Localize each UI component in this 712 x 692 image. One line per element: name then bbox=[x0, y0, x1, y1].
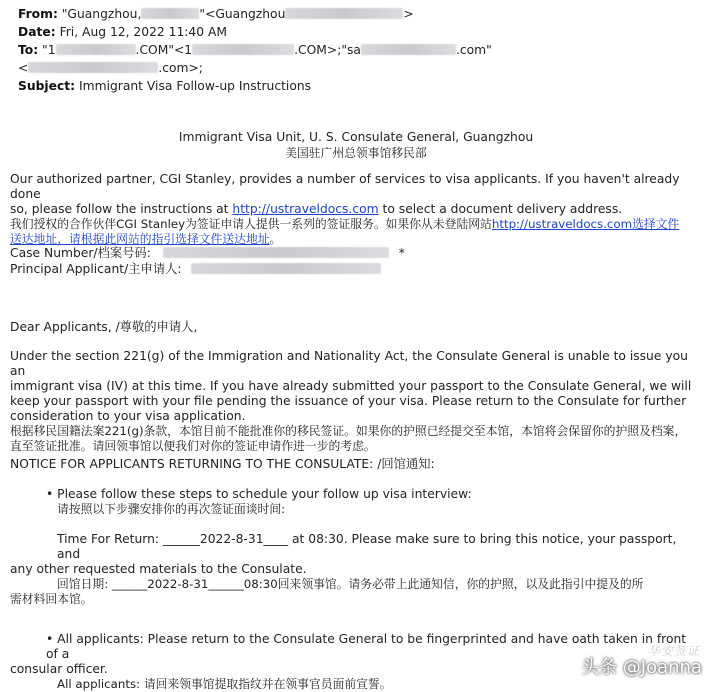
from-row bbox=[18, 6, 414, 22]
date-row bbox=[18, 24, 227, 40]
partner-cn-end: 。 bbox=[269, 232, 282, 246]
section-line-4: consideration to your visa application. bbox=[10, 409, 246, 423]
greeting: Dear Applicants, /尊敬的申请人, bbox=[10, 320, 198, 334]
return-time-en-2: any other requested materials to the Consulate. bbox=[10, 562, 307, 576]
to-value-3: .COM>;"sa bbox=[294, 43, 361, 57]
office-title-en: Immigrant Visa Unit, U. S. Consulate General, Guangzhou bbox=[178, 130, 534, 144]
ustraveldocs-cn-link-continued[interactable]: 送达地址，请根据此网站的指引选择文件送达地址 bbox=[10, 232, 270, 246]
return-time-cn-2: 需材料回本馆。 bbox=[10, 592, 93, 606]
bullet-fingerprint-en-2: consular officer. bbox=[10, 662, 108, 676]
partner-cn-line-2 bbox=[10, 232, 700, 247]
bullet-schedule-interview: • Please follow these steps to schedule your follow up visa interview: bbox=[46, 487, 472, 501]
to-value-1: "1 bbox=[42, 43, 56, 57]
redacted-block bbox=[192, 44, 294, 55]
from-value-end: > bbox=[403, 7, 414, 21]
section-cn-line-2: 直至签证批准。请回领事馆以便我们对你的签证申请作进一步的考虑。 bbox=[10, 439, 376, 453]
bullet-fingerprint-cn: All applicants: 请回来领事馆提取指纹并在领事官员面前宣誓。 bbox=[57, 677, 392, 691]
redacted-block bbox=[56, 44, 136, 55]
date-label: Date: bbox=[18, 25, 56, 39]
partner-cn-line-1 bbox=[10, 217, 700, 232]
redacted-block bbox=[163, 247, 389, 258]
stamp-watermark: 华安签证 bbox=[647, 644, 700, 658]
return-time-en-1: Time For Return: ______2022-8-31____ at 08:30. Please make sure to bring this notice, your passport, and bbox=[57, 532, 677, 561]
partner-line-2 bbox=[10, 202, 700, 217]
ustraveldocs-cn-link[interactable]: http://ustraveldocs.com选择文件 bbox=[491, 217, 680, 231]
section-line-3: keep your passport with your file pending the issuance of your visa. Please return to the Consulate for further bbox=[10, 394, 687, 408]
ustraveldocs-link[interactable]: http://ustraveldocs.com bbox=[232, 202, 379, 216]
redacted-block bbox=[361, 44, 456, 55]
case-star: * bbox=[398, 246, 405, 260]
principal-applicant-label: Principal Applicant/主申请人: bbox=[10, 262, 182, 276]
to-value-line2-start: < bbox=[18, 61, 29, 75]
to-label: To: bbox=[18, 43, 39, 57]
subject-value: Immigrant Visa Follow-up Instructions bbox=[78, 79, 312, 93]
partner-line-1: Our authorized partner, CGI Stanley, provides a number of services to visa applicants. If you haven't already done bbox=[10, 172, 680, 201]
return-time-cn-1: 回馆日期: ______2022-8-31______08:30回来领事馆。请务必带上此通知信，你的护照，以及此指引中提及的所 bbox=[57, 577, 644, 591]
from-value-start: "Guangzhou, bbox=[61, 7, 142, 21]
from-value-mid: "<Guangzhou bbox=[199, 7, 286, 21]
redacted-block bbox=[191, 263, 381, 274]
subject-label: Subject: bbox=[18, 79, 76, 93]
section-line-2: immigrant visa (IV) at this time. If you have already submitted your passport to the Consulate General, we will bbox=[10, 379, 692, 393]
principal-applicant-row bbox=[10, 262, 700, 277]
section-221g-paragraph bbox=[10, 349, 700, 454]
partner-cn-text: 我们授权的合作伙伴CGI Stanley为签证申请人提供一系列的签证服务。如果你从未登陆网站 bbox=[10, 217, 492, 231]
from-label: From: bbox=[18, 7, 58, 21]
redacted-block bbox=[141, 8, 199, 19]
to-value-4: .com" bbox=[455, 43, 492, 57]
redacted-block bbox=[28, 62, 158, 73]
toutiao-watermark: 头条 @Joanna bbox=[581, 657, 702, 678]
to-value-2: .COM"<1 bbox=[135, 43, 193, 57]
to-row bbox=[18, 42, 492, 58]
section-line-1: Under the section 221(g) of the Immigration and Nationality Act, the Consulate General is unable to issue you an bbox=[10, 349, 688, 378]
office-title-cn: 美国驻广州总领事馆移民部 bbox=[285, 146, 427, 160]
to-value-line2-end: .com>; bbox=[158, 61, 203, 75]
section-cn-line-1: 根据移民国籍法案221(g)条款，本馆目前不能批准你的移民签证。如果你的护照已经提交至本馆，本馆将会保留你的护照及档案， bbox=[10, 424, 687, 438]
partner-paragraph bbox=[10, 172, 700, 247]
subject-row bbox=[18, 78, 311, 94]
partner-line-2-text: so, please follow the instructions at bbox=[10, 202, 233, 216]
notice-heading: NOTICE FOR APPLICANTS RETURNING TO THE CONSULATE: /回馆通知: bbox=[10, 457, 435, 471]
case-number-label: Case Number/档案号码: bbox=[10, 246, 151, 260]
bullet-schedule-interview-cn: 请按照以下步骤安排你的再次签证面谈时间: bbox=[57, 502, 286, 516]
partner-line-2-tail: to select a document delivery address. bbox=[378, 202, 623, 216]
date-value: Fri, Aug 12, 2022 11:40 AM bbox=[59, 25, 228, 39]
bullet-fingerprint-en-1: • All applicants: Please return to the Consulate General to be fingerprinted and have oath taken in front of a bbox=[46, 632, 687, 661]
redacted-block bbox=[285, 8, 403, 19]
to-row-continued bbox=[18, 60, 203, 76]
case-number-row bbox=[10, 246, 700, 261]
return-time-block bbox=[10, 532, 700, 607]
